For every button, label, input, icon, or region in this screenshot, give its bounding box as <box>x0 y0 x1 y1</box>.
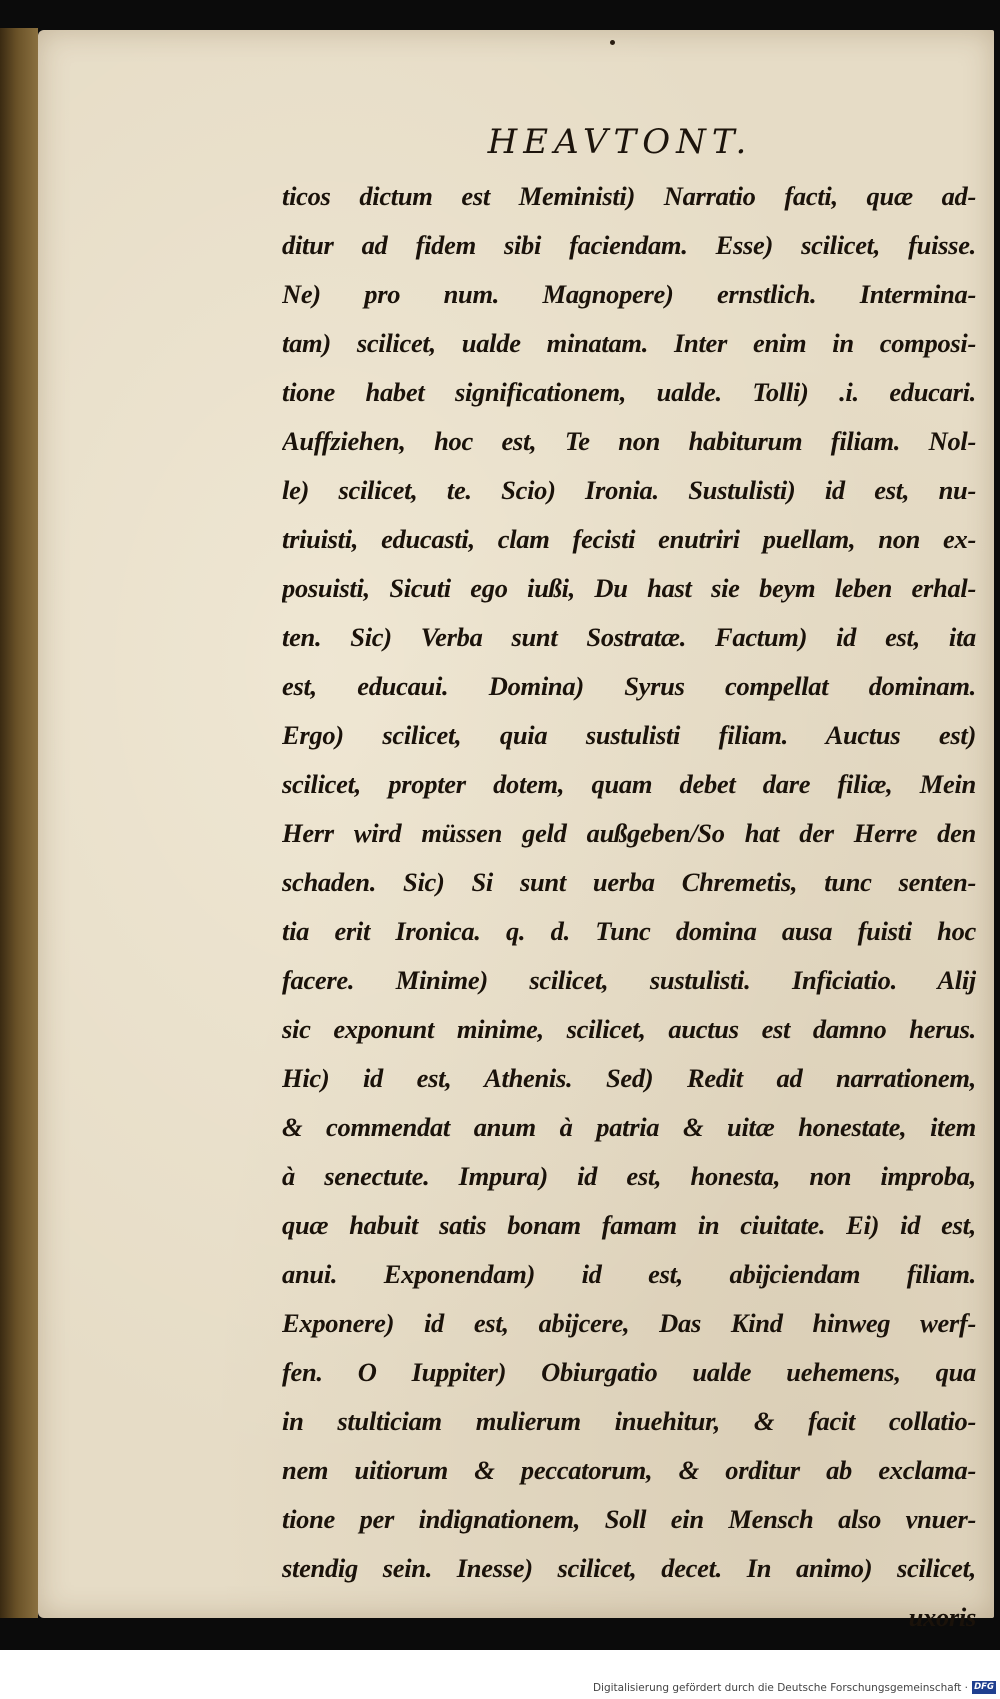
book-binding-edge <box>0 28 38 1618</box>
text-line: uxoris <box>908 1602 976 1632</box>
text-line: & commendat anum à patria & uitæ honestate, item <box>282 1112 976 1142</box>
text-line: tione per indignationem, Soll ein Mensch also vnuer- <box>282 1504 976 1534</box>
text-line: Ne) pro num. Magnopere) ernstlich. Intermina- <box>282 279 976 309</box>
digitization-credit: Digitalisierung gefördert durch die Deutsche Forschungsgemeinschaft · <box>592 1682 968 1694</box>
text-line: tam) scilicet, ualde minatam. Inter enim in composi- <box>282 328 976 358</box>
text-line: Herr wird müssen geld außgeben/So hat der Herre den <box>282 818 976 848</box>
text-line: ditur ad fidem sibi faciendam. Esse) scilicet, fuisse. <box>282 230 976 260</box>
text-line: quæ habuit satis bonam famam in ciuitate. Ei) id est, <box>282 1210 976 1240</box>
text-line: tia erit Ironica. q. d. Tunc domina ausa fuisti hoc <box>282 916 976 946</box>
text-line: fen. O Iuppiter) Obiurgatio ualde uehemens, qua <box>282 1357 976 1387</box>
text-line: Ergo) scilicet, quia sustulisti filiam. Auctus est) <box>282 720 976 750</box>
text-line: le) scilicet, te. Scio) Ironia. Sustulisti) id est, nu- <box>282 475 976 505</box>
text-line: ten. Sic) Verba sunt Sostratæ. Factum) id est, ita <box>282 622 976 652</box>
text-line: à senectute. Impura) id est, honesta, non improba, <box>282 1161 976 1191</box>
text-line: schaden. Sic) Si sunt uerba Chremetis, tunc senten- <box>282 867 976 897</box>
body-text <box>282 172 976 1642</box>
text-line: Hic) id est, Athenis. Sed) Redit ad narrationem, <box>282 1063 976 1093</box>
ink-speck <box>610 40 615 45</box>
text-line: anui. Exponendam) id est, abijciendam filiam. <box>282 1259 976 1289</box>
running-head: HEAVTONT. <box>487 122 753 162</box>
text-line: tione habet significationem, ualde. Tolli) .i. educari. <box>282 377 976 407</box>
text-line: facere. Minime) scilicet, sustulisti. Inficiatio. Alij <box>282 965 976 995</box>
text-line: triuisti, educasti, clam fecisti enutriri puellam, non ex- <box>282 524 976 554</box>
text-line: stendig sein. Inesse) scilicet, decet. In animo) scilicet, <box>282 1553 976 1583</box>
text-line: scilicet, propter dotem, quam debet dare filiæ, Mein <box>282 769 976 799</box>
text-line: sic exponunt minime, scilicet, auctus est damno herus. <box>282 1014 976 1044</box>
dfg-logo-icon: DFG <box>972 1681 996 1694</box>
text-line: in stulticiam mulierum inuehitur, & facit collatio- <box>282 1406 976 1436</box>
text-line: Auffziehen, hoc est, Te non habiturum filiam. Nol- <box>282 426 976 456</box>
text-line: nem uitiorum & peccatorum, & orditur ab exclama- <box>282 1455 976 1485</box>
text-line: Exponere) id est, abijcere, Das Kind hinweg werf- <box>282 1308 976 1338</box>
text-line: posuisti, Sicuti ego iußi, Du hast sie beym leben erhal- <box>282 573 976 603</box>
text-line: ticos dictum est Meministi) Narratio facti, quæ ad- <box>282 181 976 211</box>
text-line: est, educaui. Domina) Syrus compellat dominam. <box>282 671 976 701</box>
